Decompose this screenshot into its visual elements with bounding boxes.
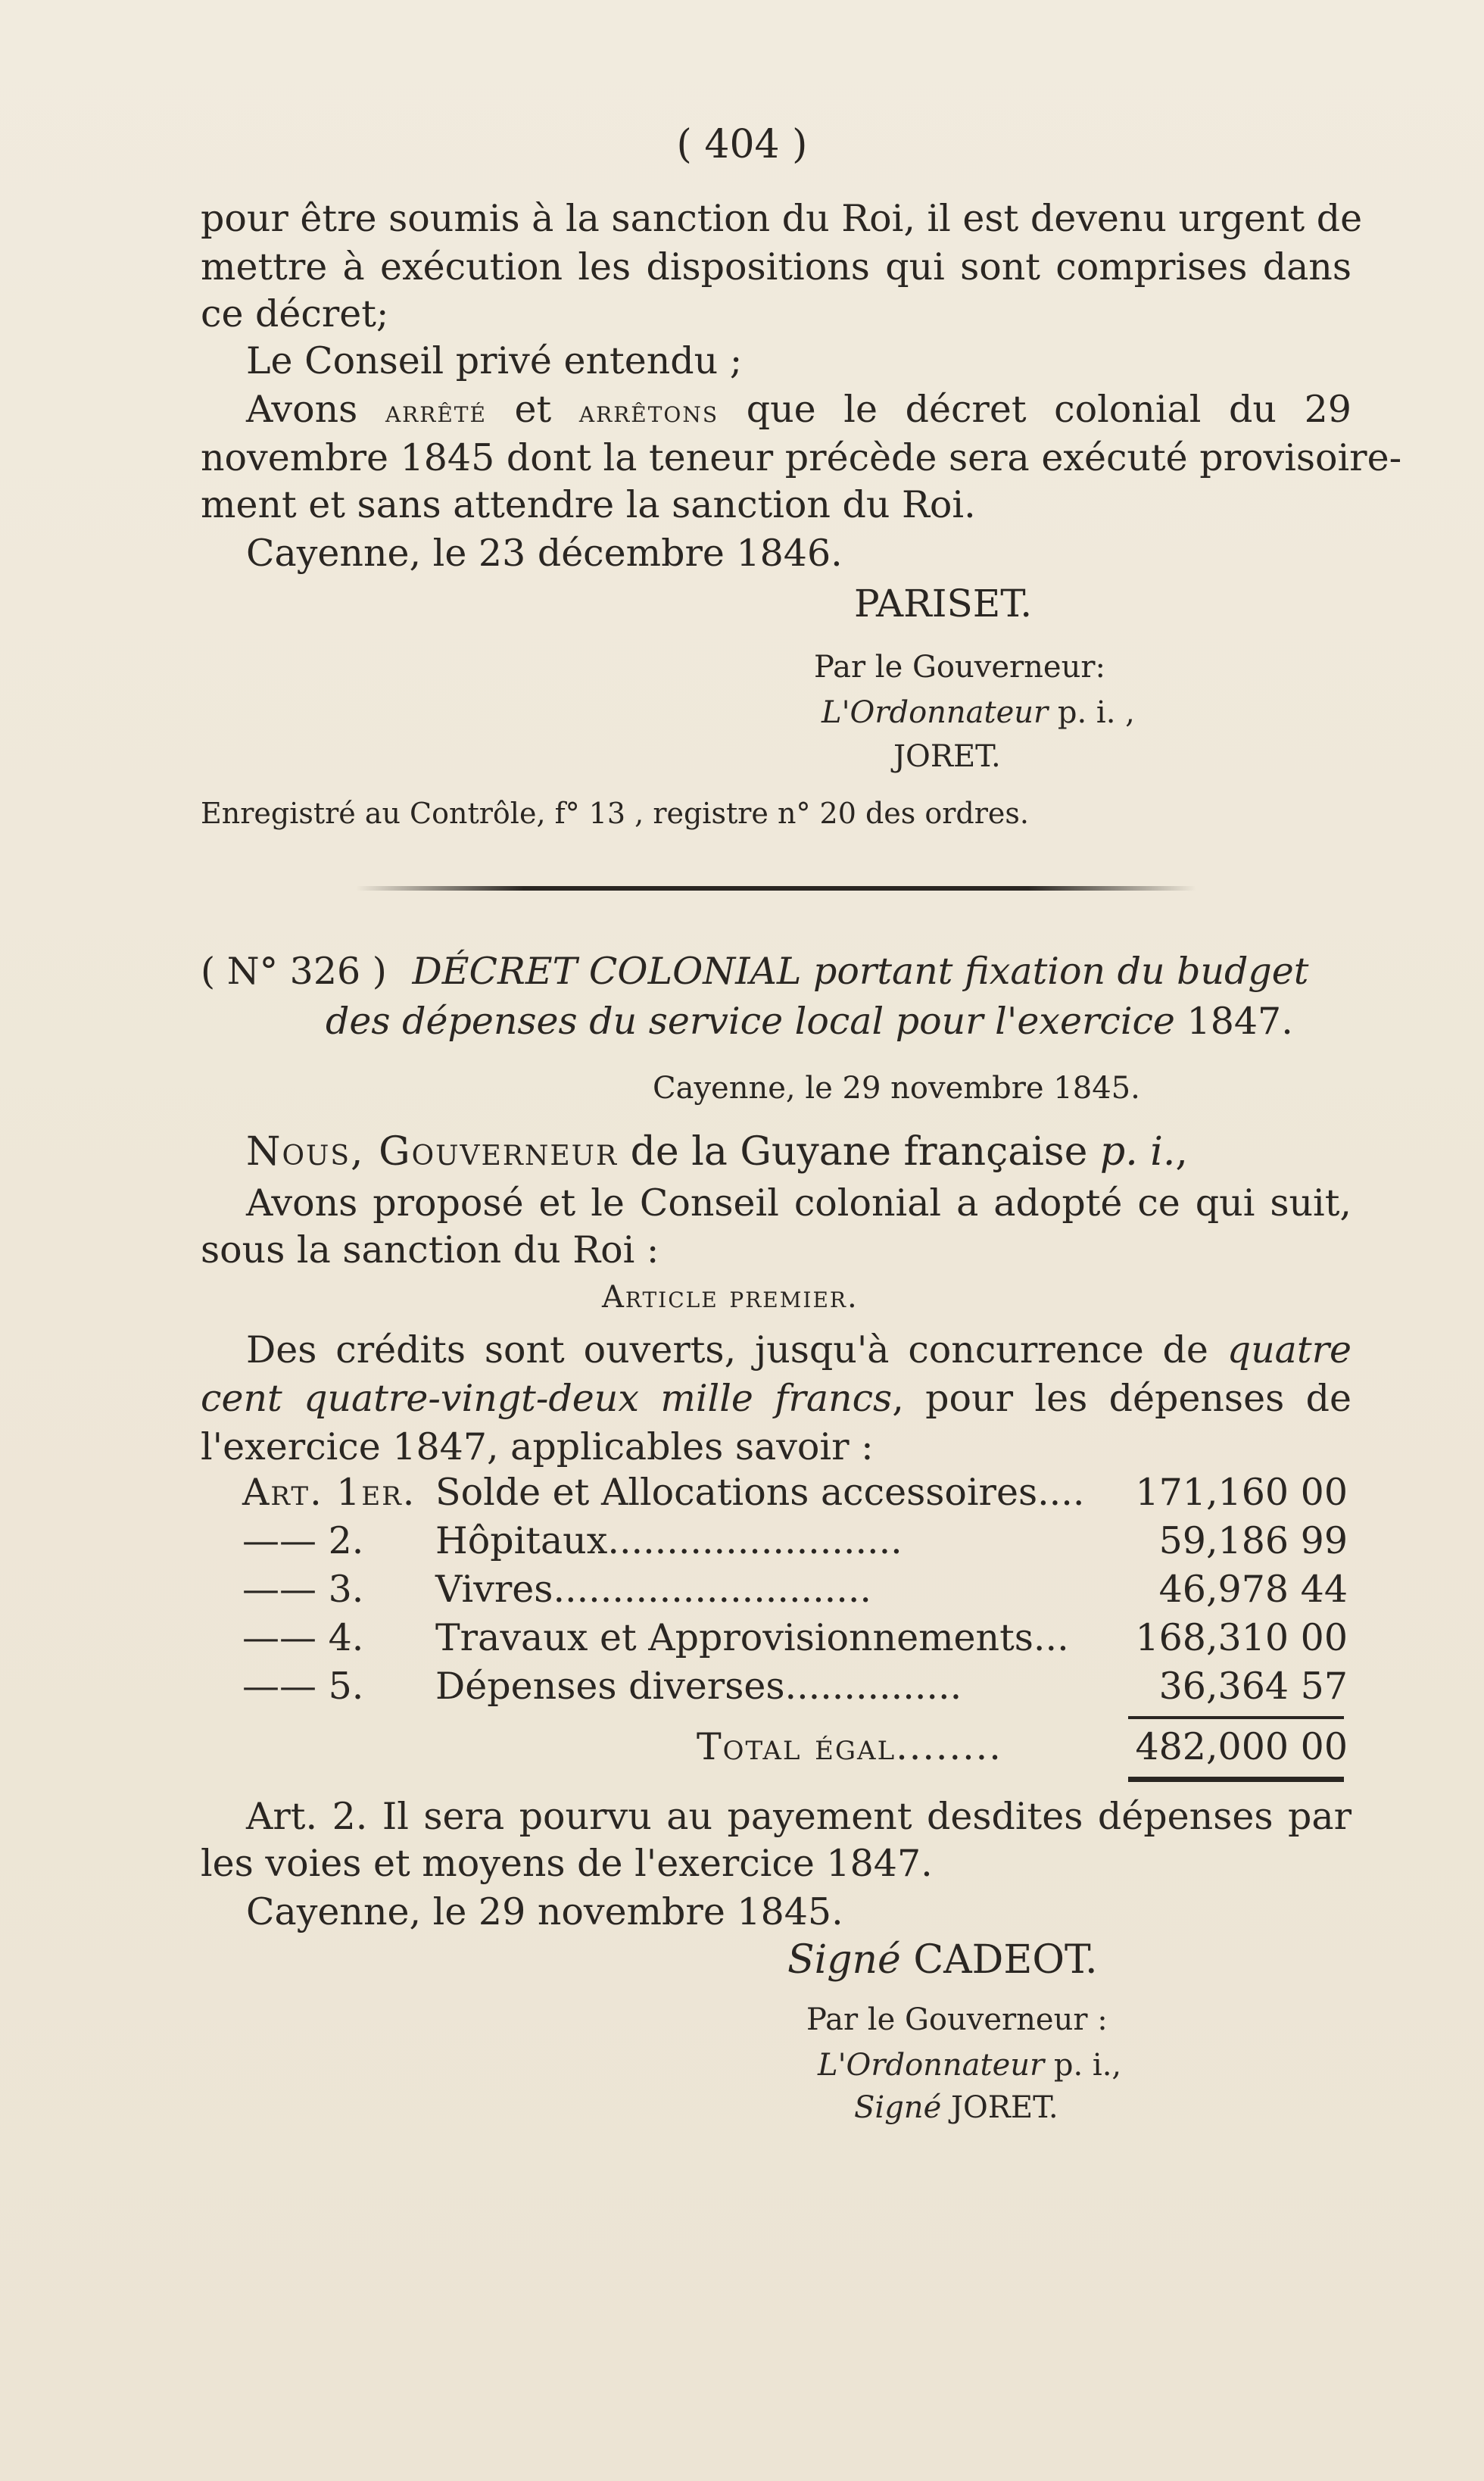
smallcaps-word: arrêté [385,395,487,429]
text-span: cent quatre-vingt-deux mille francs [201,1377,893,1420]
decree-number: ( N° 326 ) [201,950,387,993]
total-rule [1128,1777,1344,1782]
text-line: l'exercice 1847, applicables savoir : [201,1425,874,1468]
row-value: 171,160 00 [1135,1471,1348,1514]
table-row [242,1616,1348,1665]
decree-date: Cayenne, le 29 novembre 1845. [653,1071,1140,1106]
text-line [201,1375,1352,1422]
text-span: Avons [246,388,385,431]
row-label: Travaux et Approvisionnements... [435,1616,1069,1659]
text-span: Des crédits sont ouverts, jusqu'à concurrence de [246,1328,1227,1372]
text-span: Signé [854,2090,942,2125]
row-label: Vivres........................... [435,1568,871,1611]
row-value: 59,186 99 [1158,1519,1348,1562]
text-span: p. i. , [1048,695,1135,730]
total-label: Total égal........ [697,1725,1002,1768]
text-span: quatre [1227,1328,1352,1372]
text-span: L'Ordonnateur [822,695,1049,730]
signature-par: Par le Gouverneur: [814,650,1105,685]
text-line: mettre à exécution les dispositions qui sont comprises dans [201,245,1352,289]
text-span: et [486,388,579,431]
row-article: —— 4. [242,1616,364,1659]
sum-rule [1128,1716,1344,1719]
text-line: Avons proposé et le Conseil colonial a adopté ce qui suit, [246,1181,1352,1225]
text-span: , [1175,1129,1188,1175]
row-article: —— 5. [242,1665,364,1708]
row-value: 36,364 57 [1158,1665,1348,1708]
text-line: novembre 1845 dont la teneur précède sera exécuté provisoire- [201,436,1402,479]
row-label: Dépenses diverses............... [435,1665,962,1708]
text-span: JORET. [941,2090,1058,2125]
date-line: Cayenne, le 23 décembre 1846. [246,532,843,575]
signature-par: Par le Gouverneur : [806,2002,1108,2037]
text-span: que le décret colonial du 29 [719,388,1352,431]
row-label: Hôpitaux......................... [435,1519,903,1562]
text-span: CADEOT. [900,1937,1098,1983]
text-span: , pour les dépenses de [892,1377,1352,1420]
row-value: 168,310 00 [1135,1616,1348,1659]
table-row [242,1519,1348,1568]
table-total-row [242,1725,1348,1774]
text-line: pour être soumis à la sanction du Roi, il est devenu urgent de [201,197,1363,240]
decree-title: DÉCRET COLONIAL portant fixation du budget [412,950,1309,993]
date-line: Cayenne, le 29 novembre 1845. [246,1890,843,1933]
text-span: p. i. [1099,1129,1176,1175]
section-divider [356,886,1196,891]
signatory-name: PARISET. [854,582,1033,626]
signatory-name: JORET. [893,739,1001,774]
text-span: de la Guyane française [618,1129,1100,1175]
text-line [246,1327,1352,1374]
registration-note: Enregistré au Contrôle, f° 13 , registre n° 20 des ordres. [201,797,1029,830]
total-value: 482,000 00 [1135,1725,1348,1768]
decree-preamble [246,1128,1397,1175]
row-article: Art. 1er. [242,1471,416,1514]
decree-title-line [326,998,1476,1045]
text-span: Signé [787,1937,901,1983]
row-value: 46,978 44 [1158,1568,1348,1611]
text-line [246,386,1352,435]
text-span: des dépenses du service local pour l'exercice [326,1000,1187,1043]
smallcaps-word: arrêtons [578,395,719,429]
text-line: Le Conseil privé entendu ; [246,339,743,382]
text-line: ce décret; [201,292,389,335]
table-row [242,1568,1348,1616]
text-span: 1847. [1186,1000,1293,1043]
text-span: L'Ordonnateur [818,2048,1045,2083]
row-label: Solde et Allocations accessoires.... [435,1471,1085,1514]
signatory-name [787,1937,1098,1983]
signatory-name [854,2090,1058,2125]
article-heading: Article premier. [602,1280,859,1315]
row-article: —— 3. [242,1568,364,1611]
row-article: —— 2. [242,1519,364,1562]
text-line: Art. 2. Il sera pourvu au payement desdites dépenses par [246,1795,1352,1838]
decree-heading [201,948,1352,995]
text-line: ment et sans attendre la sanction du Roi. [201,483,976,526]
ordonnateur-line [822,695,1135,730]
text-line: les voies et moyens de l'exercice 1847. [201,1842,933,1885]
table-row [242,1471,1348,1519]
table-row [242,1665,1348,1713]
text-line: sous la sanction du Roi : [201,1228,659,1272]
page-number: ( 404 ) [676,122,808,167]
smallcaps-word: Nous, Gouverneur [246,1129,619,1175]
text-span: p. i., [1044,2048,1122,2083]
ordonnateur-line [818,2048,1121,2083]
